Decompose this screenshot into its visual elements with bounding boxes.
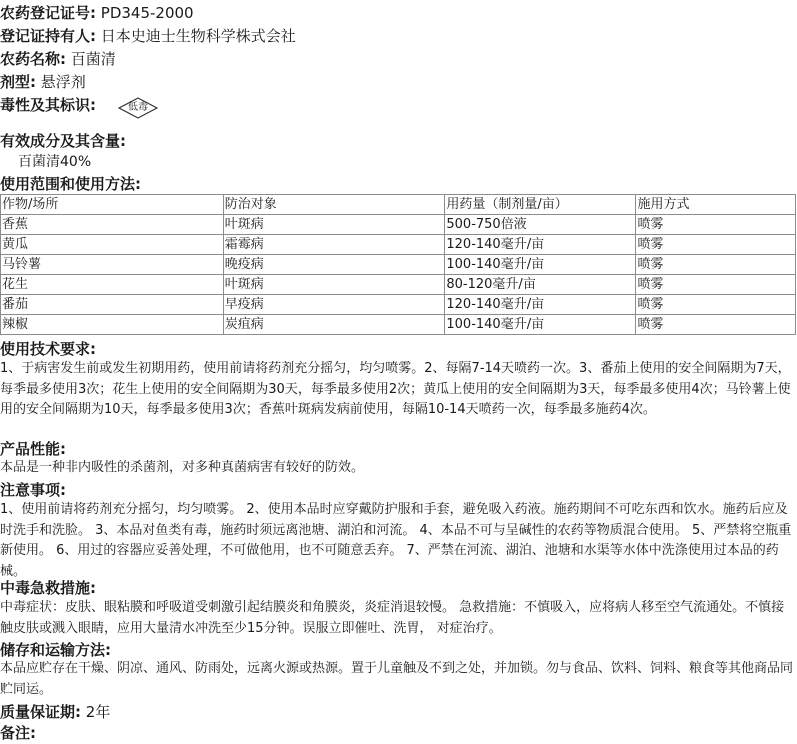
shelf-life-value: 2年 (85, 703, 111, 721)
table-cell: 喷雾 (636, 295, 796, 315)
performance-heading: 产品性能: (0, 440, 66, 458)
pesticide-name (0, 48, 116, 70)
shelf-life-label: 质量保证期: (0, 703, 81, 721)
table-cell: 马铃薯 (1, 255, 224, 275)
usage-table (0, 194, 796, 335)
shelf-life (0, 701, 110, 723)
toxicity (0, 94, 96, 116)
registration-number (0, 2, 194, 24)
column-header: 防治对象 (223, 195, 445, 215)
table-row (1, 255, 796, 275)
table-cell: 香蕉 (1, 215, 224, 235)
table-cell: 炭疽病 (223, 315, 445, 335)
formulation-value: 悬浮剂 (40, 73, 86, 91)
table-cell: 喷雾 (636, 255, 796, 275)
registration-holder-value: 日本史迪士生物科学株式会社 (100, 27, 296, 45)
table-row (1, 295, 796, 315)
registration-holder (0, 25, 296, 47)
table-cell: 喷雾 (636, 235, 796, 255)
usage-heading: 使用范围和使用方法: (0, 175, 141, 193)
table-cell: 喷雾 (636, 275, 796, 295)
registration-holder-label: 登记证持有人: (0, 27, 96, 45)
toxicity-mark-text: 低毒 (128, 102, 148, 113)
column-header: 施用方式 (636, 195, 796, 215)
table-cell: 100-140毫升/亩 (445, 255, 636, 275)
table-row (1, 235, 796, 255)
storage-heading: 储存和运输方法: (0, 641, 111, 659)
pesticide-name-value: 百菌清 (70, 50, 116, 68)
column-header: 作物/场所 (1, 195, 224, 215)
first-aid-text: 中毒症状：皮肤、眼粘膜和呼吸道受刺激引起结膜炎和角膜炎，炎症消退较慢。 急救措施：不慎吸入，应将病人移至空气流通处。不慎接触皮肤或溅入眼睛，应用大量清水冲洗至少15分钟。误服立即催吐、洗胃， 对症治疗。 (0, 600, 785, 636)
table-cell: 晚疫病 (223, 255, 445, 275)
active-ingredient-heading: 有效成分及其含量: (0, 132, 126, 150)
table-cell: 叶斑病 (223, 275, 445, 295)
low-toxicity-mark (118, 97, 158, 119)
table-cell: 80-120毫升/亩 (445, 275, 636, 295)
column-header: 用药量（制剂量/亩） (445, 195, 636, 215)
table-cell: 喷雾 (636, 215, 796, 235)
table-row (1, 275, 796, 295)
table-cell: 120-140毫升/亩 (445, 295, 636, 315)
table-cell: 番茄 (1, 295, 224, 315)
table-cell: 黄瓜 (1, 235, 224, 255)
table-cell: 120-140毫升/亩 (445, 235, 636, 255)
table-cell: 辣椒 (1, 315, 224, 335)
table-row (1, 215, 796, 235)
toxicity-label: 毒性及其标识: (0, 96, 96, 114)
remarks-label: 备注: (0, 724, 36, 742)
precautions-heading: 注意事项: (0, 481, 66, 499)
table-cell: 霜霉病 (223, 235, 445, 255)
first-aid-heading: 中毒急救措施: (0, 579, 96, 597)
precautions-text: 1、使用前请将药剂充分摇匀，均匀喷雾。 2、使用本品时应穿戴防护服和手套，避免吸入药液。施药期间不可吃东西和饮水。施药后应及时洗手和洗脸。 3、本品对鱼类有毒，施药时须远离池塘、湖泊和河流。 4、本品不可与呈碱性的农药等物质混合使用。 5、严禁将空瓶重新使用。 6、用过的容器应妥善处理，不可做他用，也不可随意丢弃。 7、严禁在河流、湖泊、池塘和水渠等水体中洗涤使用过本品的药械。 (0, 502, 792, 579)
pesticide-name-label: 农药名称: (0, 50, 66, 68)
table-cell: 喷雾 (636, 315, 796, 335)
storage-text: 本品应贮存在干燥、阴凉、通风、防雨处，远离火源或热源。置于儿童触及不到之处，并加锁。勿与食品、饮料、饲料、粮食等其他商品同贮同运。 (0, 661, 794, 697)
technical-text: 1、于病害发生前或发生初期用药，使用前请将药剂充分摇匀，均匀喷雾。2、每隔7-14天喷药一次。3、番茄上使用的安全间隔期为7天，每季最多使用3次；花生上使用的安全间隔期为30天，每季最多使用2次；黄瓜上使用的安全间隔期为3天，每季最多使用4次；马铃薯上使用的安全间隔期为10天，每季最多使用3次；香蕉叶斑病发病前使用，每隔10-14天喷药一次，每季最多施药4次。 (0, 361, 791, 417)
formulation-label: 剂型: (0, 73, 36, 91)
technical-heading: 使用技术要求: (0, 340, 96, 358)
remarks (0, 722, 36, 744)
table-row (1, 315, 796, 335)
table-cell: 100-140毫升/亩 (445, 315, 636, 335)
registration-number-value: PD345-2000 (100, 4, 194, 22)
performance-text: 本品是一种非内吸性的杀菌剂，对多种真菌病害有较好的防效。 (0, 460, 365, 475)
active-ingredient-value: 百菌清40% (18, 154, 92, 170)
table-cell: 花生 (1, 275, 224, 295)
table-cell: 叶斑病 (223, 215, 445, 235)
table-cell: 500-750倍液 (445, 215, 636, 235)
registration-number-label: 农药登记证号: (0, 4, 96, 22)
formulation (0, 71, 86, 93)
table-header-row (1, 195, 796, 215)
table-cell: 早疫病 (223, 295, 445, 315)
